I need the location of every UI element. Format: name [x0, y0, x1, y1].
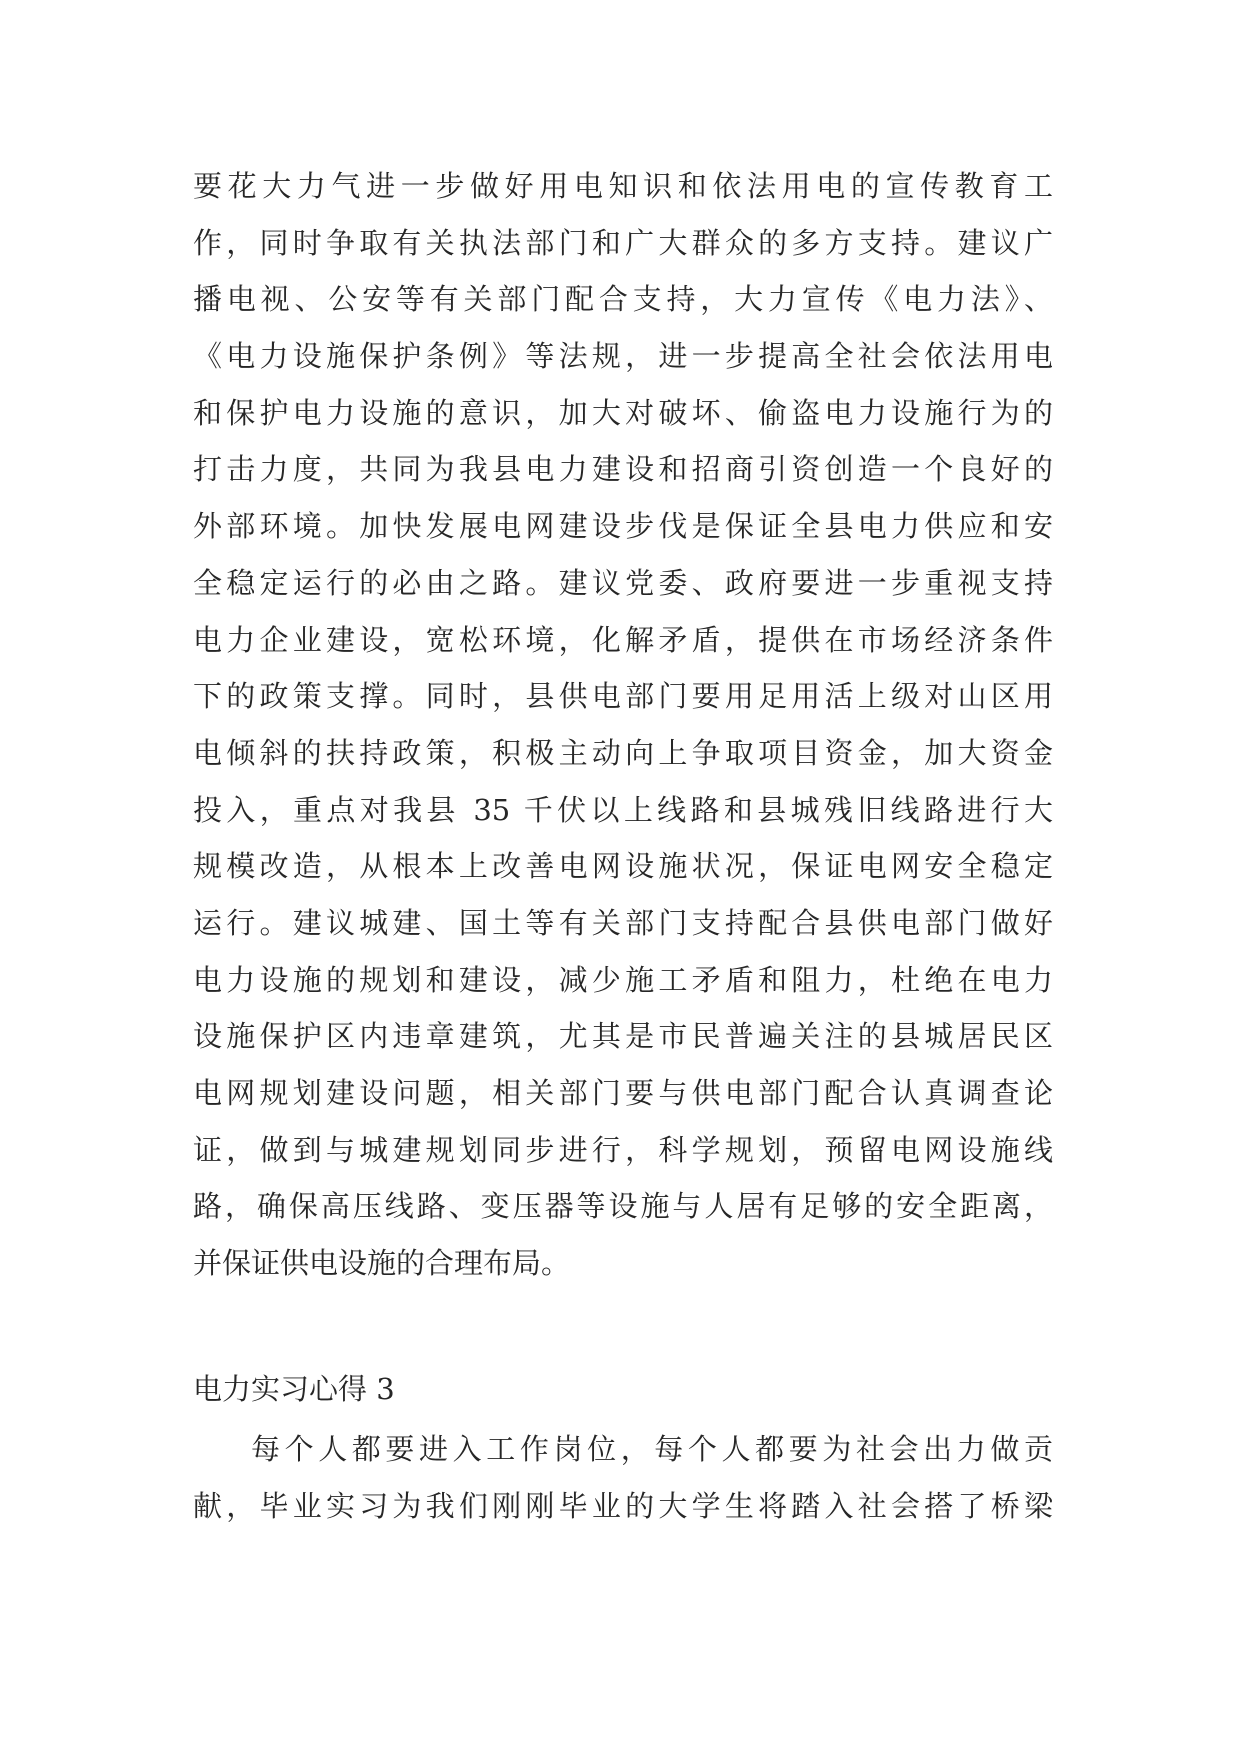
paragraph-line: 要花大力气进一步做好用电知识和依法用电的宣传教育工 [193, 169, 1053, 203]
paragraph-line: 每个人都要进入工作岗位，每个人都要为社会出力做贡 [251, 1432, 1053, 1466]
paragraph-line: 设施保护区内违章建筑，尤其是市民普遍关注的县城居民区 [193, 1019, 1053, 1054]
body-paragraph-2 [193, 1421, 1053, 1534]
paragraph-line: 投入，重点对我县 35 千伏以上线路和县城残旧线路进行大 [193, 792, 1053, 827]
paragraph-line: 并保证供电设施的合理布局。 [193, 1246, 571, 1281]
paragraph-line: 打击力度，共同为我县电力建设和招商引资创造一个良好的 [193, 452, 1053, 487]
paragraph-line: 和保护电力设施的意识，加大对破坏、偷盗电力设施行为的 [193, 395, 1053, 430]
paragraph-line: 电力设施的规划和建设，减少施工矛盾和阻力，杜绝在电力 [193, 962, 1053, 997]
paragraph-line: 路，确保高压线路、变压器等设施与人居有足够的安全距离， [193, 1189, 1053, 1224]
paragraph-line: 外部环境。加快发展电网建设步伐是保证全县电力供应和安 [193, 509, 1053, 544]
paragraph-line: 下的政策支撑。同时，县供电部门要用足用活上级对山区用 [193, 679, 1053, 714]
paragraph-line: 电力企业建设，宽松环境，化解矛盾，提供在市场经济条件 [193, 622, 1053, 657]
section-heading: 电力实习心得 3 [193, 1372, 395, 1406]
body-paragraph [193, 158, 1053, 1292]
paragraph-line: 《电力设施保护条例》等法规，进一步提高全社会依法用电 [193, 339, 1053, 374]
paragraph-line: 规模改造，从根本上改善电网设施状况，保证电网安全稳定 [193, 849, 1053, 884]
paragraph-line: 运行。建议城建、国土等有关部门支持配合县供电部门做好 [193, 905, 1053, 940]
paragraph-line: 证，做到与城建规划同步进行，科学规划，预留电网设施线 [193, 1132, 1053, 1167]
paragraph-line: 献，毕业实习为我们刚刚毕业的大学生将踏入社会搭了桥梁 [193, 1488, 1053, 1523]
paragraph-line: 播电视、公安等有关部门配合支持，大力宣传《电力法》、 [193, 282, 1053, 317]
paragraph-line: 作，同时争取有关执法部门和广大群众的多方支持。建议广 [193, 225, 1053, 260]
paragraph-line: 电网规划建设问题，相关部门要与供电部门配合认真调查论 [193, 1076, 1053, 1110]
paragraph-line: 电倾斜的扶持政策，积极主动向上争取项目资金，加大资金 [193, 735, 1053, 770]
paragraph-line: 全稳定运行的必由之路。建议党委、政府要进一步重视支持 [193, 565, 1053, 600]
